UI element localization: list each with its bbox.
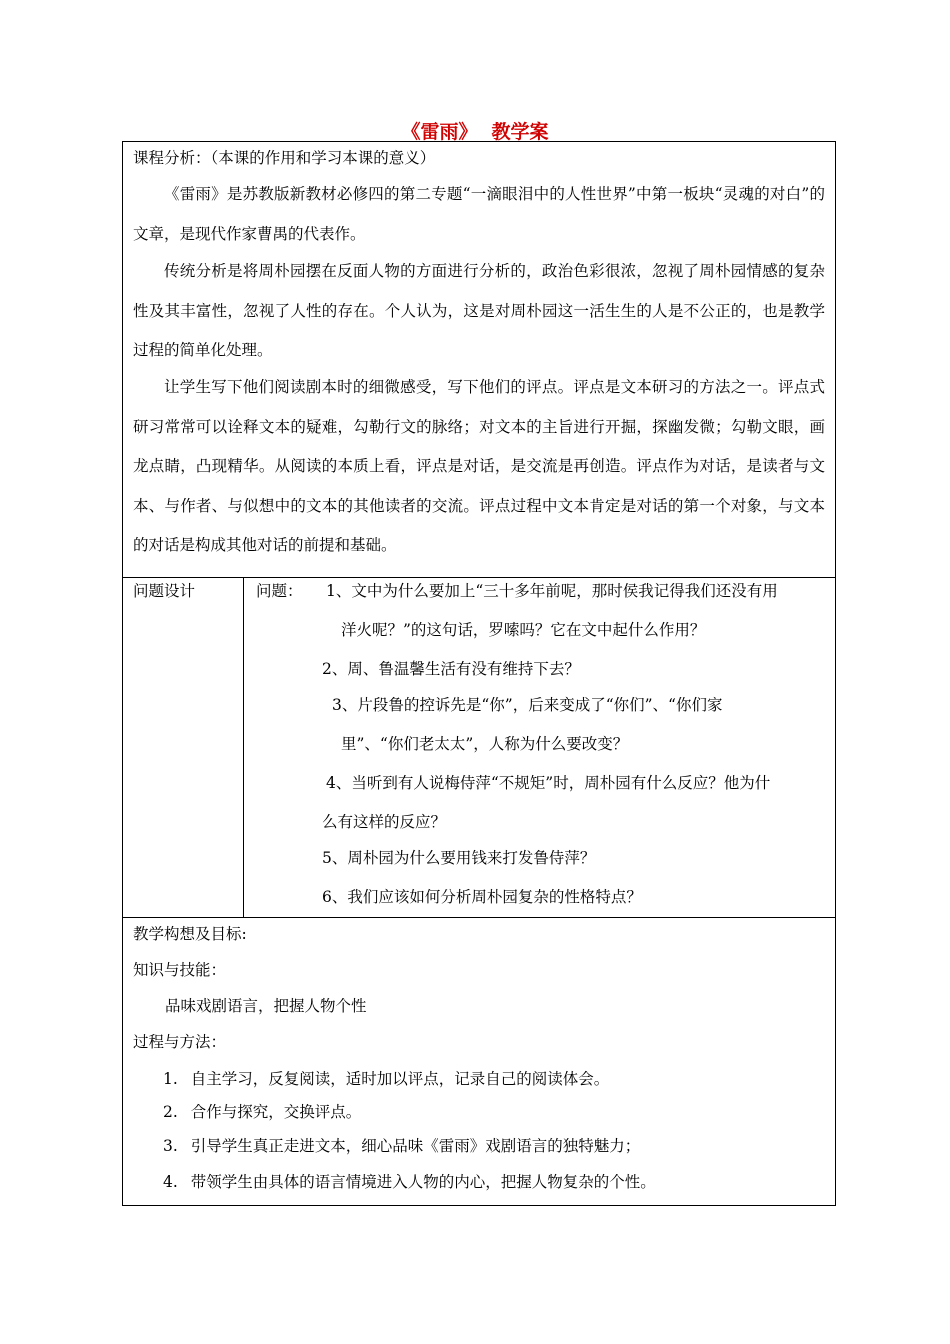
questions-prefix: 问题： bbox=[256, 582, 303, 600]
knowledge-heading: 知识与技能： bbox=[133, 961, 227, 979]
question-3-line-1: 3、片段鲁的控诉先是“你”，后来变成了“你们”、“你们家 bbox=[332, 696, 723, 714]
questions-label: 问题设计 bbox=[133, 582, 196, 600]
question-4-line-1: 4、当听到有人说梅侍萍“不规矩”时，周朴园有什么反应？他为什 bbox=[326, 774, 771, 792]
question-4-line-2: 么有这样的反应？ bbox=[322, 813, 447, 831]
goal-item-number: 1. bbox=[163, 1070, 178, 1088]
row-divider bbox=[123, 917, 835, 918]
column-divider bbox=[243, 577, 244, 917]
goal-item-3 bbox=[163, 1136, 640, 1156]
title-book-name: 《雷雨》 bbox=[401, 121, 478, 143]
analysis-heading: 课程分析：（本课的作用和学习本课的意义） bbox=[133, 149, 436, 167]
goal-item-text: 带领学生由具体的语言情境进入人物的内心，把握人物复杂的个性。 bbox=[190, 1173, 656, 1191]
goal-item-1 bbox=[163, 1069, 609, 1089]
question-1-line-1: 1、文中为什么要加上“三十多年前呢，那时侯我记得我们还没有用 bbox=[326, 582, 778, 600]
question-2: 2、周、鲁温馨生活有没有维持下去？ bbox=[322, 660, 580, 678]
knowledge-text: 品味戏剧语言，把握人物个性 bbox=[165, 997, 367, 1015]
process-heading: 过程与方法： bbox=[133, 1033, 227, 1051]
analysis-paragraph-1: 《雷雨》是苏教版新教材必修四的第二专题“一滴眼泪中的人性世界”中第一板块“灵魂的对白”的文章，是现代作家曹禺的代表作。 bbox=[133, 185, 825, 243]
goal-item-2 bbox=[163, 1102, 361, 1122]
goals-heading: 教学构想及目标: bbox=[133, 925, 247, 943]
analysis-paragraph-3: 让学生写下他们阅读剧本时的细微感受，写下他们的评点。评点是文本研习的方法之一。评点式研习常常可以诠释文本的疑难，勾勒行文的脉络；对文本的主旨进行开掘，探幽发微；勾勒文眼，画龙点睛，凸现精华。从阅读的本质上看，评点是对话，是交流是再创造。评点作为对话，是读者与文本、与作者、与似想中的文本的其他读者的交流。评点过程中文本肯定是对话的第一个对象，与文本的对话是构成其他对话的前提和基础。 bbox=[133, 378, 825, 554]
lesson-table bbox=[122, 141, 836, 1206]
title-suffix: 教学案 bbox=[491, 121, 549, 143]
goal-item-number: 2. bbox=[163, 1103, 178, 1121]
question-3-line-2: 里”、“你们老太太”，人称为什么要改变？ bbox=[341, 735, 629, 753]
goal-item-4 bbox=[163, 1172, 656, 1192]
question-1-line-2: 洋火呢？”的这句话，罗嗦吗？它在文中起什么作用？ bbox=[341, 621, 706, 639]
analysis-paragraph-2: 传统分析是将周朴园摆在反面人物的方面进行分析的，政治色彩很浓，忽视了周朴园情感的复杂性及其丰富性，忽视了人性的存在。个人认为，这是对周朴园这一活生生的人是不公正的，也是教学过程的简单化处理。 bbox=[133, 262, 825, 359]
goal-item-text: 引导学生真正走进文本，细心品味《雷雨》戏剧语言的独特魅力； bbox=[190, 1137, 641, 1155]
goal-item-text: 自主学习，反复阅读，适时加以评点，记录自己的阅读体会。 bbox=[190, 1070, 610, 1088]
document-title bbox=[0, 117, 950, 144]
goal-item-number: 4. bbox=[163, 1173, 178, 1191]
goal-item-text: 合作与探究，交换评点。 bbox=[190, 1103, 362, 1121]
question-6: 6、我们应该如何分析周朴园复杂的性格特点？ bbox=[322, 888, 642, 906]
row-divider bbox=[123, 577, 835, 578]
question-5: 5、周朴园为什么要用钱来打发鲁侍萍？ bbox=[322, 849, 596, 867]
goal-item-number: 3. bbox=[163, 1137, 178, 1155]
